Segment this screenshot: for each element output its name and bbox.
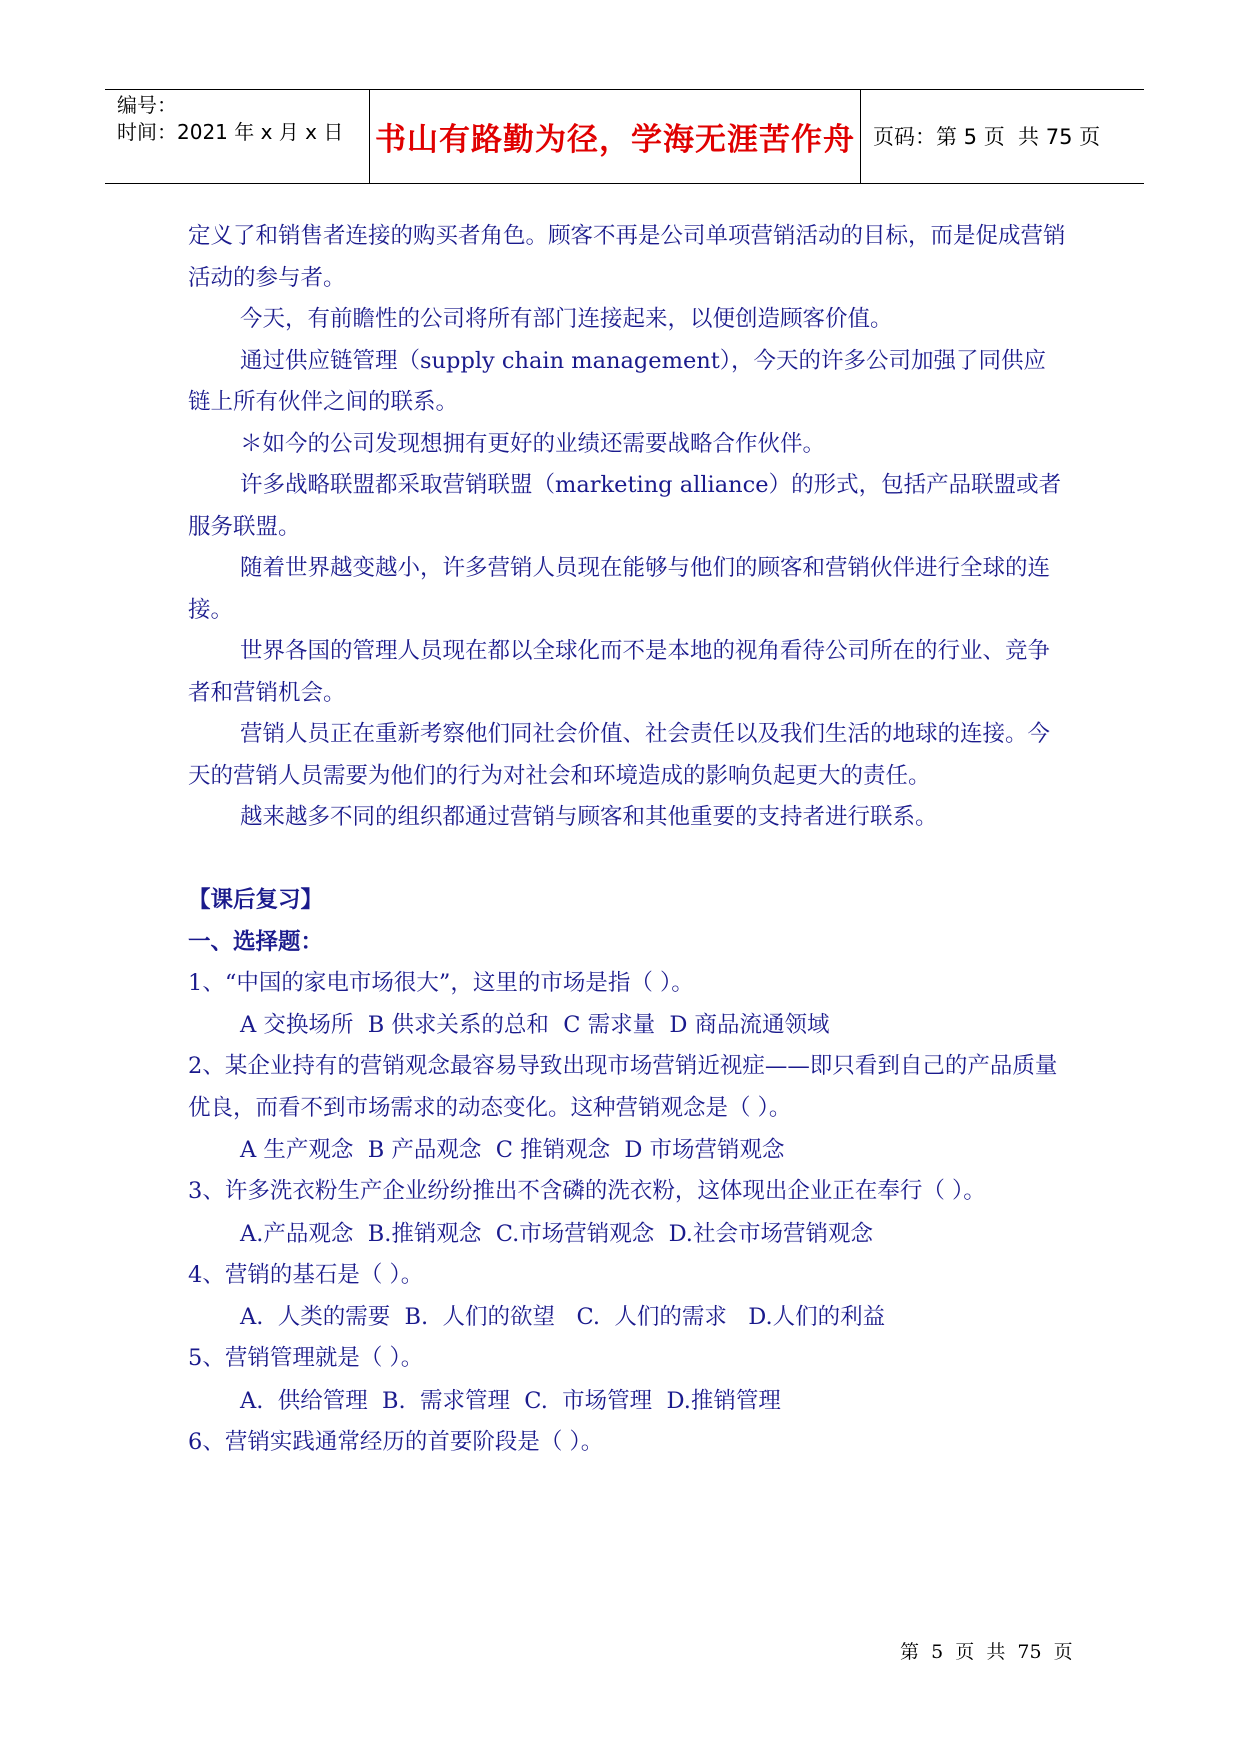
- question-3: 3、许多洗衣粉生产企业纷纷推出不含磷的洗衣粉，这体现出企业正在奉行（ ）。: [188, 1178, 986, 1204]
- paragraph: 通过供应链管理（supply chain management），今天的许多公司加强了同供应链上所有伙伴之间的联系。: [188, 347, 1047, 415]
- question-1-options: A 交换场所 B 供求关系的总和 C 需求量 D 商品流通领域: [240, 1012, 830, 1038]
- header-motto: 书山有路勤为径，学海无涯苦作舟: [375, 121, 855, 158]
- question-6: 6、营销实践通常经历的首要阶段是（ ）。: [188, 1428, 604, 1455]
- question-2: 2、某企业持有的营销观念最容易导致出现市场营销近视症——即只看到自己的产品质量优良，而看不到市场需求的动态变化。这种营销观念是（ ）。: [188, 1053, 1058, 1121]
- question-4: 4、营销的基石是（ ）。: [188, 1261, 424, 1288]
- header-bottom-rule: [105, 183, 1144, 184]
- paragraph: 营销人员正在重新考察他们同社会价值、社会责任以及我们生活的地球的连接。今天的营销人员需要为他们的行为对社会和环境造成的影响负起更大的责任。: [188, 721, 1051, 789]
- document-time-label: 时间：2021 年 x 月 x 日: [117, 120, 344, 144]
- review-section-title: 一、选择题：: [188, 928, 324, 955]
- paragraph: 今天，有前瞻性的公司将所有部门连接起来，以便创造顾客价值。: [240, 306, 893, 332]
- footer-page-number: 第 5 页 共 75 页: [900, 1641, 1073, 1663]
- paragraph: 许多战略联盟都采取营销联盟（marketing alliance）的形式，包括产品联盟或者服务联盟。: [188, 472, 1062, 540]
- question-5-options: A. 供给管理 B. 需求管理 C. 市场管理 D.推销管理: [240, 1387, 781, 1414]
- paragraph: ＊如今的公司发现想拥有更好的业绩还需要战略合作伙伴。: [240, 430, 826, 457]
- header-divider-right: [860, 89, 861, 183]
- paragraph: 定义了和销售者连接的购买者角色。顾客不再是公司单项营销活动的目标，而是促成营销活动的参与者。: [188, 223, 1066, 291]
- paragraph: 随着世界越变越小，许多营销人员现在能够与他们的顾客和营销伙伴进行全球的连接。: [188, 555, 1051, 623]
- header-page-code: 页码：第 5 页 共 75 页: [873, 125, 1101, 149]
- question-4-options: A. 人类的需要 B. 人们的欲望 C. 人们的需求 D.人们的利益: [240, 1304, 886, 1330]
- question-1: 1、“中国的家电市场很大”，这里的市场是指（ ）。: [188, 969, 694, 996]
- header-meta: [117, 92, 362, 146]
- paragraph: 越来越多不同的组织都通过营销与顾客和其他重要的支持者进行联系。: [240, 804, 938, 830]
- question-5: 5、营销管理就是（ ）。: [188, 1345, 424, 1371]
- question-3-options: A.产品观念 B.推销观念 C.市场营销观念 D.社会市场营销观念: [240, 1220, 873, 1247]
- review-title: 【课后复习】: [188, 886, 324, 913]
- section-spacer: [188, 839, 1068, 879]
- question-2-options: A 生产观念 B 产品观念 C 推销观念 D 市场营销观念: [240, 1137, 785, 1163]
- document-number-label: 编号：: [117, 93, 177, 117]
- main-content: [188, 216, 1068, 1463]
- paragraph: 世界各国的管理人员现在都以全球化而不是本地的视角看待公司所在的行业、竞争者和营销机会。: [188, 638, 1051, 706]
